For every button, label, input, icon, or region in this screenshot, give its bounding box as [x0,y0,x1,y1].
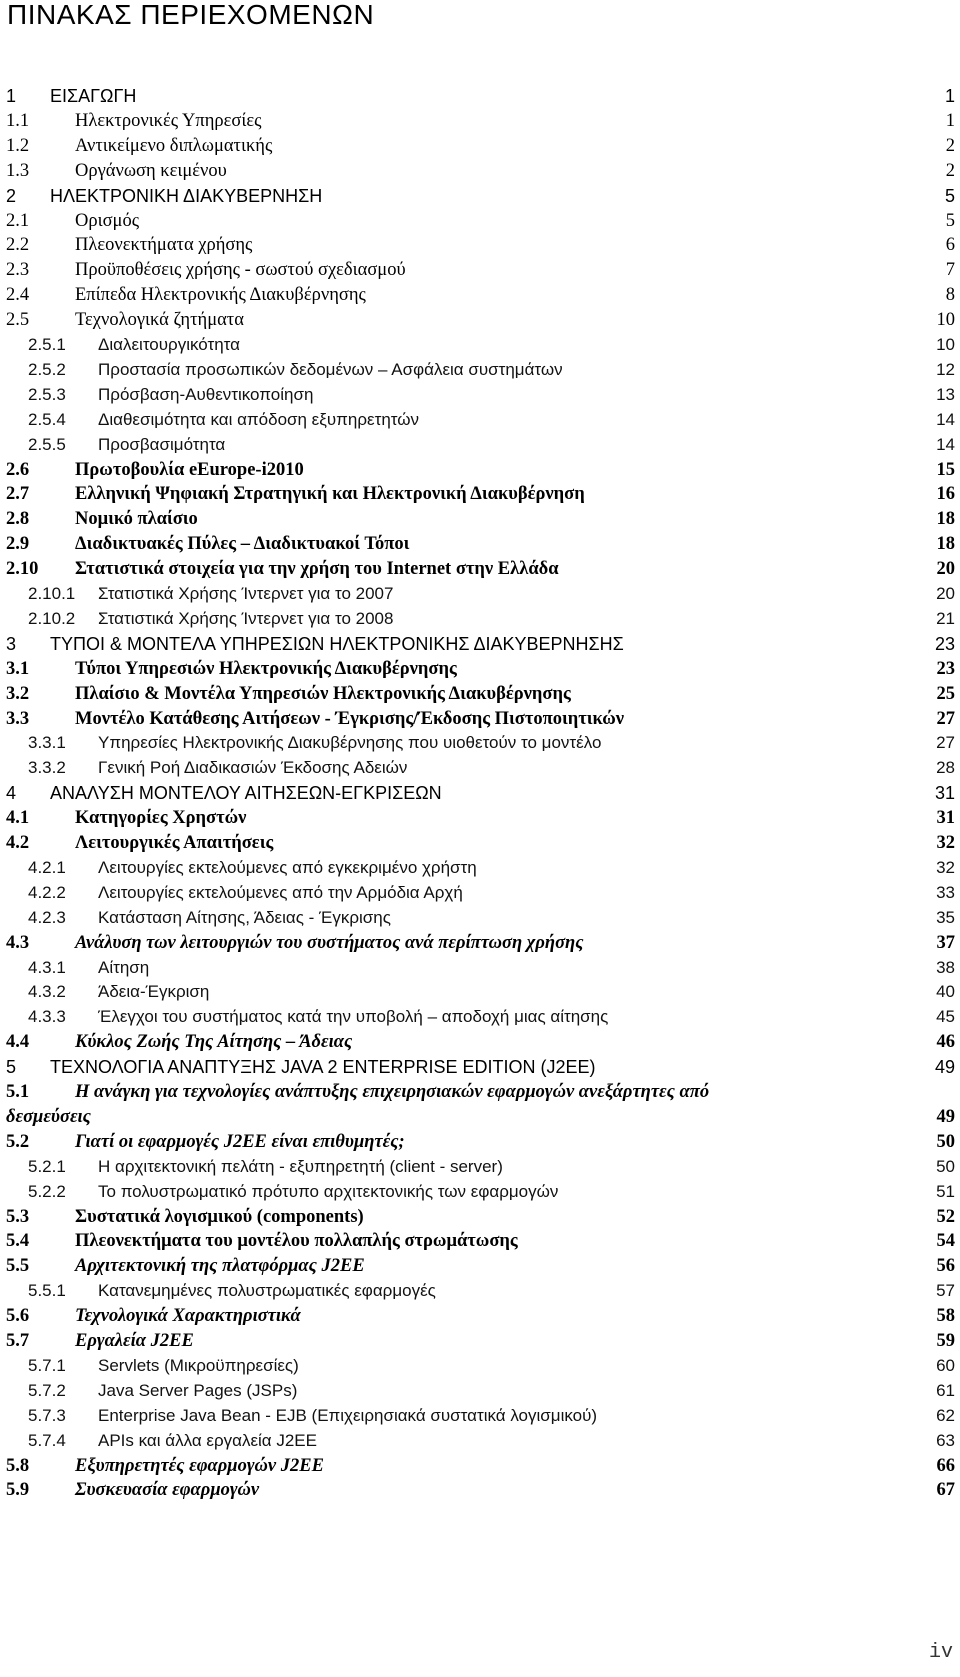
toc-entry-title: Μοντέλο Κατάθεσης Αιτήσεων - Έγκρισης/Έκδοσης Πιστοποιητικών [75,708,625,729]
toc-entry-title: APIs και άλλα εργαλεία J2EE [98,1430,317,1450]
toc-entry-number: 4.2.3 [28,907,66,927]
toc-entry-number: 5.6 [6,1306,30,1327]
toc-entry-number: 1 [6,86,17,106]
toc-entry-title: Νομικό πλαίσιο [75,509,198,530]
toc-entry-number: 4.2.1 [28,857,66,877]
toc-entry-title: Τεχνολογικά ζητήματα [75,310,244,331]
toc-entry-number: 4.3.3 [28,1007,66,1027]
toc-entry-page: 27 [936,733,955,753]
toc-entry-number: 2.5.2 [28,359,66,379]
toc-entry-number: 4.4 [6,1032,30,1053]
toc-entry-page: 6 [945,235,955,256]
toc-entry-title: Διαθεσιμότητα και απόδοση εξυπηρετητών [98,409,420,429]
toc-entry-page: 18 [936,509,955,530]
toc-entry-number: 1.1 [6,110,30,131]
toc-entry-title: Αίτηση [98,957,150,977]
toc-entry-title: Πλεονεκτήματα χρήσης [75,235,253,256]
toc-entry[interactable] [0,1279,960,1305]
toc-entry-number: 5.1 [6,1082,30,1102]
toc-entry-number: 4.2 [6,833,30,853]
toc-entry-title: Servlets (Μικροϋπηρεσίες) [98,1355,299,1375]
toc-entry[interactable] [0,458,960,484]
toc-entry-title: Στατιστικά Χρήσης Ίντερνετ για το 2008 [98,608,394,628]
toc-entry-page: 27 [936,708,955,729]
toc-entry-number: 3.3 [6,708,30,729]
toc-entry[interactable] [0,532,960,558]
toc-entry-title: Πρόσβαση-Αυθεντικοποίηση [98,384,314,404]
toc-entry[interactable] [0,956,960,982]
toc-entry-page: 28 [936,758,955,778]
toc-entry-page: 37 [936,932,955,953]
toc-entry[interactable] [0,1454,960,1480]
toc-entry-page: 32 [936,833,955,853]
toc-entry-title: Αρχιτεκτονική της πλατφόρμας J2EE [75,1256,365,1277]
toc-entry-page: 49 [934,1057,955,1078]
toc-entry-number: 2.5.5 [28,434,66,454]
toc-entry[interactable] [0,383,960,409]
toc-entry-page: 14 [936,409,955,429]
toc-entry[interactable] [0,333,960,359]
toc-entry-title: Ηλεκτρονικές Υπηρεσίες [75,110,262,131]
toc-entry[interactable] [0,1205,960,1231]
toc-entry-page: 63 [936,1430,955,1450]
toc-entry[interactable] [0,308,960,334]
toc-entry-title: Στατιστικά Χρήσης Ίντερνετ για το 2007 [98,584,394,603]
toc-entry-number: 5.8 [6,1455,30,1476]
toc-entry-number: 2.10.2 [28,608,76,628]
toc-entry-number: 5.7.4 [28,1430,66,1450]
toc-entry-page: 66 [936,1455,955,1476]
toc-entry-number: 3.3.1 [28,733,66,753]
toc-entry[interactable] [0,707,960,733]
toc-entry-title: Εξυπηρετητές εφαρμογών J2EE [75,1455,324,1476]
toc-entry-number: 1.3 [6,160,30,181]
toc-entry-number: 5.4 [6,1231,30,1252]
toc-entry-number: 2.9 [6,534,30,555]
toc-entry-title: Η αρχιτεκτονική πελάτη - εξυπηρετητή (client - server) [98,1156,503,1176]
toc-entry[interactable] [0,731,960,757]
toc-entry[interactable] [0,1180,960,1206]
toc-entry-number: 2.3 [6,260,30,281]
toc-entry-number: 2.8 [6,509,30,530]
toc-entry-page: 40 [936,982,955,1002]
toc-entry-page: 61 [936,1380,955,1400]
toc-entry-title: Κατάσταση Αίτησης, Άδειας - Έγκρισης [98,907,391,927]
toc-entry[interactable] [0,1130,960,1156]
toc-entry-page: 20 [936,584,955,603]
toc-entry[interactable] [0,283,960,309]
toc-entry-number: 5.7.1 [28,1355,66,1375]
toc-entry[interactable] [0,184,960,210]
toc-entry[interactable] [0,1005,960,1031]
toc-entry-title: Συστατικά λογισμικού (components) [75,1206,364,1227]
toc-entry[interactable] [0,159,960,185]
toc-entry-title: Προστασία προσωπικών δεδομένων – Ασφάλεια συστημάτων [98,359,563,379]
toc-entry[interactable] [0,856,960,882]
toc-entry-number: 4.3.1 [28,957,66,977]
toc-entry-page: 51 [936,1181,955,1201]
toc-entry-title: Enterprise Java Bean - EJB (Επιχειρησιακά συστατικά λογισμικού) [98,1405,598,1425]
toc-entry-page: 10 [936,335,955,354]
toc-entry-number: 5.7 [6,1331,30,1351]
toc-entry-page: 33 [936,882,955,902]
toc-entry-title: Πρωτοβουλία eEurope-i2010 [75,459,304,480]
toc-entry-title: ΗΛΕΚΤΡΟΝΙΚΗ ΔΙΑΚΥΒΕΡΝΗΣΗ [50,185,323,206]
toc-entry-page: 35 [936,907,955,927]
toc-entry-page: 58 [936,1306,955,1327]
toc-entry-page: 32 [936,857,955,877]
toc-entry-title: Υπηρεσίες Ηλεκτρονικής Διακυβέρνησης που υιοθετούν το μοντέλο [98,733,602,753]
toc-entry-number: 4.3.2 [28,982,66,1002]
toc-entry[interactable] [0,1105,960,1131]
toc-entry-title: ΤΕΧΝΟΛΟΓΙΑ ΑΝΑΠΤΥΞΗΣ JAVA 2 ENTERPRISE EDITION (J2EE) [50,1057,596,1078]
toc-entry[interactable] [0,582,960,608]
toc-entry-page: 12 [936,359,955,379]
toc-entry-page: 13 [936,384,955,404]
toc-entry-page: 46 [936,1032,955,1053]
toc-entry-page: 2 [945,135,955,156]
toc-entry-number: 5.5 [6,1256,30,1277]
toc-entry-title: Τεχνολογικά Χαρακτηριστικά [75,1306,301,1327]
toc-entry-number: 2.5.4 [28,409,66,429]
toc-entry[interactable] [0,209,960,235]
toc-entry-page: 52 [936,1206,955,1227]
toc-entry-title: Πλεονεκτήματα του μοντέλου πολλαπλής στρωμάτωσης [75,1231,518,1252]
toc-entry-page: 16 [936,484,955,505]
toc-entry-title: δεσμεύσεις [6,1106,91,1127]
toc-entry-number: 3.1 [6,658,30,679]
toc-entry-number: 3 [6,633,17,654]
toc-entry-number: 2.4 [6,285,30,306]
toc-entry-page: 38 [936,957,955,977]
toc-entry-number: 4.2.2 [28,882,66,902]
toc-entry[interactable] [0,557,960,583]
toc-entry[interactable] [0,408,960,434]
toc-entry-title: ΑΝΑΛΥΣΗ ΜΟΝΤΕΛΟΥ ΑΙΤΗΣΕΩΝ-ΕΓΚΡΙΣΕΩΝ [50,783,442,804]
toc-entry-page: 7 [945,260,955,281]
toc-entry[interactable] [0,1304,960,1330]
toc-entry-title: Κατηγορίες Χρηστών [75,808,247,829]
toc-entry-title: Στατιστικά στοιχεία για την χρήση του Internet στην Ελλάδα [75,559,559,580]
toc-entry-title: Προϋποθέσεις χρήσης - σωστού σχεδιασμού [75,260,406,281]
toc-entry-title: Άδεια-Έγκριση [98,982,210,1002]
toc-entry-page: 50 [936,1131,955,1152]
toc-entry[interactable] [0,632,960,658]
toc-entry-title: Επίπεδα Ηλεκτρονικής Διακυβέρνησης [75,285,366,306]
toc-entry[interactable] [0,233,960,259]
toc-entry-number: 5.5.1 [28,1281,66,1301]
toc-entry[interactable] [0,881,960,907]
toc-entry[interactable] [0,134,960,160]
toc-entry-page: 2 [945,160,955,181]
toc-entry[interactable] [0,433,960,459]
toc-entry-number: 5.9 [6,1480,30,1501]
toc-entry-number: 2.10.1 [28,584,76,603]
toc-entry-page: 50 [936,1156,955,1176]
toc-entry[interactable] [0,258,960,284]
page-number: iv [928,1641,953,1664]
toc-entry-title: Η ανάγκη για τεχνολογίες ανάπτυξης επιχειρησιακών εφαρμογών ανεξάρτητες από [75,1082,710,1102]
toc-entry-number: 2.5.1 [28,335,66,354]
toc-entry[interactable] [0,1354,960,1380]
toc-entry[interactable] [0,1055,960,1081]
toc-entry[interactable] [0,657,960,683]
toc-entry-page: 54 [936,1231,955,1252]
toc-entry-page: 45 [936,1007,955,1027]
toc-entry[interactable] [0,109,960,135]
toc-entry-page: 60 [936,1355,955,1375]
toc-entry-number: 2.5 [6,310,30,331]
toc-entry-number: 2.2 [6,235,30,256]
toc-entry-title: Γενική Ροή Διαδικασιών Έκδοσης Αδειών [98,758,408,778]
toc-entry[interactable] [0,607,960,633]
toc-entry-number: 4.1 [6,808,30,829]
toc-entry-number: 4 [6,783,17,804]
toc-entry[interactable] [0,1030,960,1056]
toc-entry-number: 2.6 [6,459,30,480]
toc-entry-title: Πλαίσιο & Μοντέλα Υπηρεσιών Ηλεκτρονικής Διακυβέρνησης [75,683,571,704]
toc-entry-title: Λειτουργικές Απαιτήσεις [75,833,274,853]
toc-entry[interactable] [0,1404,960,1430]
toc-entry[interactable] [0,1254,960,1280]
toc-entry-number: 1.2 [6,135,30,156]
toc-entry-page: 49 [936,1106,955,1127]
toc-entry-number: 2.1 [6,210,30,231]
toc-entry-title: Συσκευασία εφαρμογών [75,1480,260,1501]
toc-entry-page: 25 [936,683,955,704]
toc-entry[interactable] [0,756,960,782]
toc-entry-number: 2 [6,185,17,206]
toc-entry-page: 67 [936,1480,955,1501]
toc-entry-page: 31 [934,783,955,804]
toc-entry-number: 5.7.2 [28,1380,66,1400]
toc-entry-number: 2.7 [6,484,30,505]
toc-entry-title: Ανάλυση των λειτουργιών του συστήματος ανά περίπτωση χρήσης [75,932,584,953]
toc-entry-page: 56 [936,1256,955,1277]
toc-entry-title: Κύκλος Ζωής Της Αίτησης – Άδειας [75,1032,353,1053]
toc-entry[interactable] [0,831,960,857]
toc-entry-number: 3.3.2 [28,758,66,778]
toc-entry-title: Έλεγχοι του συστήματος κατά την υποβολή – αποδοχή μιας αίτησης [98,1007,609,1027]
toc-entry[interactable] [0,931,960,957]
toc-entry[interactable] [0,682,960,708]
toc-entry-title: Τύποι Υπηρεσιών Ηλεκτρονικής Διακυβέρνησης [75,658,457,679]
toc-entry-page: 1 [945,110,955,131]
toc-entry-number: 5.3 [6,1206,30,1227]
toc-entry-page: 10 [936,310,955,331]
toc-entry-title: Προσβασιμότητα [98,434,226,454]
toc-entry-page: 20 [936,559,955,580]
toc-entry-page: 5 [944,185,955,206]
toc-entry-title: Γιατί οι εφαρμογές J2EE είναι επιθυμητές; [75,1131,405,1152]
toc-entry-title: Λειτουργίες εκτελούμενες από εγκεκριμένο χρήστη [98,857,477,877]
toc-entry-page: 14 [936,434,955,454]
toc-entry-title: Κατανεμημένες πολυστρωματικές εφαρμογές [98,1281,436,1301]
toc-entry-page: 15 [936,459,955,480]
toc-entry[interactable] [0,358,960,384]
toc-entry-page: 5 [945,210,955,231]
toc-entry[interactable] [0,906,960,932]
toc-entry[interactable] [0,482,960,508]
toc-entry-number: 5.2.2 [28,1181,66,1201]
toc-entry-page: 31 [936,808,955,829]
toc-entry-title: Το πολυστρωματικό πρότυπο αρχιτεκτονικής των εφαρμογών [98,1181,559,1201]
toc-entry-number: 5.2 [6,1131,30,1152]
toc-entry-title: Ελληνική Ψηφιακή Στρατηγική και Ηλεκτρονική Διακυβέρνηση [75,484,585,505]
toc-entry[interactable] [0,1080,960,1106]
page-title: ΠΙΝΑΚΑΣ ΠΕΡΙΕΧΟΜΕΝΩΝ [7,0,375,30]
toc-entry-page: 21 [936,608,955,628]
toc-entry-title: ΕΙΣΑΓΩΓΗ [50,86,137,106]
toc-entry-page: 18 [936,534,955,555]
toc-entry-title: Οργάνωση κειμένου [75,160,227,181]
toc-entry[interactable] [0,781,960,807]
toc-entry-title: Διαλειτουργικότητα [98,335,240,354]
toc-entry-title: Αντικείμενο διπλωματικής [75,135,273,156]
toc-entry-page: 1 [944,86,955,106]
toc-entry[interactable] [0,1155,960,1181]
toc-entry[interactable] [0,806,960,832]
toc-entry-title: Java Server Pages (JSPs) [98,1380,298,1400]
toc-entry-title: ΤΥΠΟΙ & ΜΟΝΤΕΛΑ ΥΠΗΡΕΣΙΩΝ ΗΛΕΚΤΡΟΝΙΚΗΣ ΔΙΑΚΥΒΕΡΝΗΣΗΣ [50,633,624,654]
toc-entry-number: 5 [6,1057,17,1078]
toc-entry-title: Λειτουργίες εκτελούμενες από την Αρμόδια Αρχή [98,882,463,902]
toc-entry[interactable] [0,507,960,533]
toc-entry[interactable] [0,1478,960,1504]
toc-entry[interactable] [0,1379,960,1405]
toc-entry-page: 8 [945,285,955,306]
toc-entry-page: 59 [936,1331,955,1351]
toc-entry-number: 4.3 [6,932,30,953]
toc-entry-title: Διαδικτυακές Πύλες – Διαδικτυακοί Τόποι [75,534,410,555]
toc-entry-title: Εργαλεία J2EE [75,1331,194,1351]
toc-entry[interactable] [0,1329,960,1355]
toc-entry[interactable] [0,84,960,110]
toc-entry-number: 3.2 [6,683,30,704]
toc-entry[interactable] [0,1429,960,1455]
toc-entry-page: 23 [936,658,955,679]
toc-entry-page: 62 [936,1405,955,1425]
toc-entry-page: 23 [934,633,955,654]
toc-entry-title: Ορισμός [75,210,140,231]
toc-entry-number: 2.10 [6,559,39,580]
toc-entry-number: 2.5.3 [28,384,66,404]
toc-entry-number: 5.2.1 [28,1156,66,1176]
toc-entry-number: 5.7.3 [28,1405,66,1425]
toc-entry[interactable] [0,1229,960,1255]
toc-entry-page: 57 [936,1281,955,1301]
toc-entry[interactable] [0,980,960,1006]
